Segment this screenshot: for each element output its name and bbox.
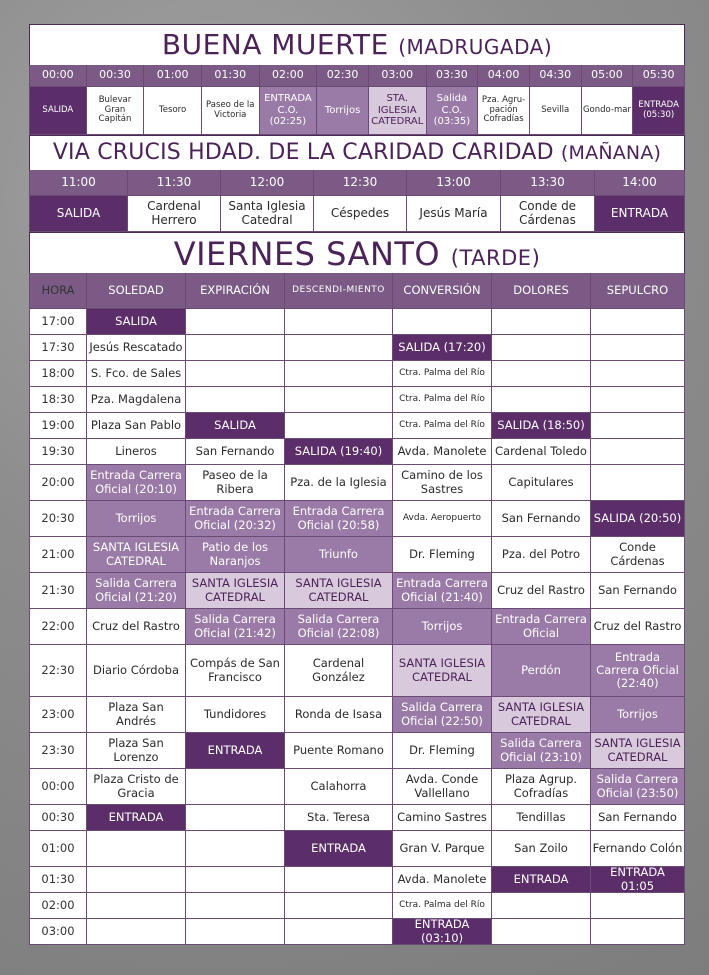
route-cell: Jesús Rescatado <box>87 335 186 361</box>
route-cell: San Fernando <box>186 439 285 465</box>
column-header: DESCENDI-MIENTO <box>285 273 393 309</box>
column-header: SOLEDAD <box>87 273 186 309</box>
vc-stop: Santa Iglesia Catedral <box>221 196 314 232</box>
viernes-santo-subtitle: (TARDE) <box>450 246 541 270</box>
bm-stop: Sevilla <box>530 87 582 135</box>
table-header-row <box>29 273 685 309</box>
route-cell: ENTRADA (03:10) <box>393 919 492 945</box>
route-cell <box>591 309 685 335</box>
route-cell: Cruz del Rastro <box>492 573 591 609</box>
route-cell <box>591 919 685 945</box>
vc-time: 12:30 <box>314 170 407 196</box>
buena-muerte-title <box>29 24 685 65</box>
vc-stop: Céspedes <box>314 196 407 232</box>
table-row <box>29 697 685 733</box>
viernes-santo-title-text: VIERNES SANTO <box>173 235 441 273</box>
route-cell <box>492 309 591 335</box>
route-cell: Cruz del Rastro <box>87 609 186 645</box>
bm-time: 02:00 <box>260 65 318 87</box>
route-cell: Salida Carrera Oficial (22:50) <box>393 697 492 733</box>
bm-stop: STA. IGLESIA CATEDRAL <box>369 87 427 135</box>
route-cell: Avda. Aeropuerto <box>393 501 492 537</box>
route-cell: Ronda de Isasa <box>285 697 393 733</box>
route-cell: Salida Carrera Oficial (21:42) <box>186 609 285 645</box>
table-row <box>29 769 685 805</box>
route-cell: Torrijos <box>87 501 186 537</box>
route-cell: Cardenal Toledo <box>492 439 591 465</box>
route-cell: Entrada Carrera Oficial (20:10) <box>87 465 186 501</box>
hour-cell: 00:00 <box>29 769 87 805</box>
route-cell: Tendillas <box>492 805 591 831</box>
hour-cell: 23:30 <box>29 733 87 769</box>
vc-stop: Jesús María <box>407 196 501 232</box>
vc-time: 11:00 <box>29 170 128 196</box>
column-header: SEPULCRO <box>591 273 685 309</box>
route-cell: Pza. Magdalena <box>87 387 186 413</box>
hour-cell: 03:00 <box>29 919 87 945</box>
hour-cell: 21:30 <box>29 573 87 609</box>
vc-time: 14:00 <box>595 170 685 196</box>
hour-cell: 22:00 <box>29 609 87 645</box>
table-row <box>29 537 685 573</box>
bm-time: 03:30 <box>427 65 479 87</box>
hour-cell: 20:00 <box>29 465 87 501</box>
route-cell <box>186 919 285 945</box>
route-cell: Paseo de la Ribera <box>186 465 285 501</box>
route-cell: Ctra. Palma del Río <box>393 893 492 919</box>
bm-stop: Paseo de la Victoria <box>202 87 260 135</box>
bm-stop: Gondo-mar <box>582 87 634 135</box>
vc-stop: ENTRADA <box>595 196 685 232</box>
route-cell: Camino Sastres <box>393 805 492 831</box>
table-row <box>29 335 685 361</box>
hour-cell: 02:00 <box>29 893 87 919</box>
route-cell: SANTA IGLESIA CATEDRAL <box>393 645 492 697</box>
via-crucis-subtitle: (MAÑANA) <box>560 142 662 164</box>
route-cell: Plaza San Lorenzo <box>87 733 186 769</box>
route-cell: ENTRADA 01:05 <box>591 867 685 893</box>
route-cell: Ctra. Palma del Río <box>393 387 492 413</box>
route-cell <box>285 335 393 361</box>
route-cell: Cardenal González <box>285 645 393 697</box>
bm-stop: Bulevar Gran Capitán <box>87 87 145 135</box>
route-cell: SANTA IGLESIA CATEDRAL <box>285 573 393 609</box>
route-cell: Salida Carrera Oficial (22:08) <box>285 609 393 645</box>
route-cell <box>492 361 591 387</box>
hour-cell: 18:00 <box>29 361 87 387</box>
route-cell: Capitulares <box>492 465 591 501</box>
bm-stop: Tesoro <box>144 87 202 135</box>
route-cell: Ctra. Palma del Río <box>393 361 492 387</box>
route-cell: S. Fco. de Sales <box>87 361 186 387</box>
route-cell: Lineros <box>87 439 186 465</box>
hour-cell: 00:30 <box>29 805 87 831</box>
route-cell: Patio de los Naranjos <box>186 537 285 573</box>
hour-cell: 22:30 <box>29 645 87 697</box>
buena-muerte-title-text: BUENA MUERTE <box>161 28 389 61</box>
route-cell <box>285 309 393 335</box>
table-row <box>29 893 685 919</box>
route-cell: Plaza San Andrés <box>87 697 186 733</box>
route-cell <box>591 465 685 501</box>
bm-time: 01:30 <box>202 65 260 87</box>
bm-time: 01:00 <box>144 65 202 87</box>
table-row <box>29 805 685 831</box>
route-cell <box>285 413 393 439</box>
route-cell <box>186 805 285 831</box>
route-cell: Entrada Carrera Oficial <box>492 609 591 645</box>
route-cell: San Fernando <box>591 573 685 609</box>
route-cell <box>186 893 285 919</box>
route-cell <box>186 769 285 805</box>
route-cell <box>186 867 285 893</box>
route-cell <box>492 335 591 361</box>
route-cell: ENTRADA <box>87 805 186 831</box>
hour-cell: 23:00 <box>29 697 87 733</box>
route-cell: SALIDA (17:20) <box>393 335 492 361</box>
route-cell: SANTA IGLESIA CATEDRAL <box>186 573 285 609</box>
column-header: EXPIRACIÓN <box>186 273 285 309</box>
route-cell: Avda. Manolete <box>393 867 492 893</box>
hour-cell: 01:00 <box>29 831 87 867</box>
buena-muerte-times <box>29 65 685 87</box>
route-cell <box>285 919 393 945</box>
route-cell: Entrada Carrera Oficial (21:40) <box>393 573 492 609</box>
route-cell <box>87 919 186 945</box>
hour-cell: 18:30 <box>29 387 87 413</box>
route-cell: ENTRADA <box>186 733 285 769</box>
route-cell <box>591 361 685 387</box>
bm-stop: Salida C.O. (03:35) <box>427 87 479 135</box>
route-cell: Dr. Fleming <box>393 733 492 769</box>
via-crucis-title-text: VIA CRUCIS HDAD. DE LA CARIDAD CARIDAD <box>52 140 554 165</box>
route-cell: Ctra. Palma del Río <box>393 413 492 439</box>
route-cell: Entrada Carrera Oficial (20:58) <box>285 501 393 537</box>
route-cell <box>492 919 591 945</box>
route-cell: ENTRADA <box>492 867 591 893</box>
route-cell: SALIDA (20:50) <box>591 501 685 537</box>
bm-time: 02:30 <box>317 65 369 87</box>
hour-cell: 01:30 <box>29 867 87 893</box>
bm-stop: ENTRADA (05:30) <box>633 87 685 135</box>
route-cell: SANTA IGLESIA CATEDRAL <box>492 697 591 733</box>
table-row <box>29 465 685 501</box>
viernes-santo-title <box>29 232 685 273</box>
route-cell <box>87 893 186 919</box>
table-row <box>29 501 685 537</box>
route-cell: SALIDA (18:50) <box>492 413 591 439</box>
route-cell: Compás de San Francisco <box>186 645 285 697</box>
route-cell <box>591 387 685 413</box>
route-cell <box>186 361 285 387</box>
route-cell: Camino de los Sastres <box>393 465 492 501</box>
table-row <box>29 361 685 387</box>
schedule-sheet <box>29 24 685 945</box>
route-cell: Calahorra <box>285 769 393 805</box>
route-cell <box>591 439 685 465</box>
route-cell: Salida Carrera Oficial (23:10) <box>492 733 591 769</box>
route-cell: Sta. Teresa <box>285 805 393 831</box>
route-cell: Diario Córdoba <box>87 645 186 697</box>
bm-time: 05:00 <box>582 65 634 87</box>
route-cell: SALIDA (19:40) <box>285 439 393 465</box>
route-cell: SANTA IGLESIA CATEDRAL <box>87 537 186 573</box>
route-cell: Dr. Fleming <box>393 537 492 573</box>
table-row <box>29 919 685 945</box>
bm-time: 04:00 <box>478 65 530 87</box>
route-cell <box>285 867 393 893</box>
bm-stop: Pza. Agru-pación Cofradías <box>478 87 530 135</box>
table-row <box>29 413 685 439</box>
hour-cell: 19:30 <box>29 439 87 465</box>
route-cell: Plaza Agrup. Cofradías <box>492 769 591 805</box>
buena-muerte-subtitle: (MADRUGADA) <box>398 35 553 59</box>
route-cell <box>591 335 685 361</box>
table-row <box>29 387 685 413</box>
route-cell: Fernando Colón <box>591 831 685 867</box>
route-cell: Avda. Conde Vallellano <box>393 769 492 805</box>
route-cell: Torrijos <box>393 609 492 645</box>
route-cell: Plaza San Pablo <box>87 413 186 439</box>
route-cell: Plaza Cristo de Gracia <box>87 769 186 805</box>
route-cell: SANTA IGLESIA CATEDRAL <box>591 733 685 769</box>
viernes-santo-table <box>29 273 685 945</box>
route-cell <box>186 831 285 867</box>
route-cell <box>591 893 685 919</box>
route-cell <box>285 387 393 413</box>
vc-time: 13:30 <box>501 170 595 196</box>
table-row <box>29 733 685 769</box>
bm-time: 05:30 <box>633 65 685 87</box>
route-cell: Entrada Carrera Oficial (22:40) <box>591 645 685 697</box>
route-cell: Torrijos <box>591 697 685 733</box>
bm-time: 03:00 <box>369 65 427 87</box>
table-row <box>29 439 685 465</box>
route-cell: San Zoilo <box>492 831 591 867</box>
via-crucis-times <box>29 170 685 196</box>
route-cell <box>393 309 492 335</box>
via-crucis-stops <box>29 196 685 232</box>
table-row <box>29 309 685 335</box>
table-row <box>29 867 685 893</box>
route-cell <box>87 867 186 893</box>
route-cell: San Fernando <box>492 501 591 537</box>
vc-stop: SALIDA <box>29 196 128 232</box>
table-row <box>29 831 685 867</box>
route-cell: ENTRADA <box>285 831 393 867</box>
vc-time: 12:00 <box>221 170 314 196</box>
bm-time: 04:30 <box>530 65 582 87</box>
column-header: CONVERSIÓN <box>393 273 492 309</box>
vc-stop: Cardenal Herrero <box>128 196 221 232</box>
route-cell: Triunfo <box>285 537 393 573</box>
vc-time: 11:30 <box>128 170 221 196</box>
route-cell <box>186 387 285 413</box>
route-cell <box>591 413 685 439</box>
route-cell <box>186 309 285 335</box>
column-header: HORA <box>29 273 87 309</box>
route-cell: SALIDA <box>186 413 285 439</box>
column-header: DOLORES <box>492 273 591 309</box>
route-cell: Salida Carrera Oficial (23:50) <box>591 769 685 805</box>
bm-stop: SALIDA <box>29 87 87 135</box>
route-cell: Perdón <box>492 645 591 697</box>
route-cell: Pza. del Potro <box>492 537 591 573</box>
bm-time: 00:00 <box>29 65 87 87</box>
table-row <box>29 573 685 609</box>
route-cell <box>492 387 591 413</box>
hour-cell: 21:00 <box>29 537 87 573</box>
route-cell: Salida Carrera Oficial (21:20) <box>87 573 186 609</box>
route-cell: Cruz del Rastro <box>591 609 685 645</box>
route-cell <box>492 893 591 919</box>
route-cell: Conde Cárdenas <box>591 537 685 573</box>
bm-stop: ENTRADA C.O. (02:25) <box>260 87 318 135</box>
bm-stop: Torrijos <box>317 87 369 135</box>
hour-cell: 17:00 <box>29 309 87 335</box>
route-cell: Puente Romano <box>285 733 393 769</box>
route-cell: Avda. Manolete <box>393 439 492 465</box>
hour-cell: 19:00 <box>29 413 87 439</box>
route-cell: Pza. de la Iglesia <box>285 465 393 501</box>
bm-time: 00:30 <box>87 65 145 87</box>
route-cell <box>285 361 393 387</box>
route-cell <box>186 335 285 361</box>
route-cell: Entrada Carrera Oficial (20:32) <box>186 501 285 537</box>
route-cell: San Fernando <box>591 805 685 831</box>
route-cell: Gran V. Parque <box>393 831 492 867</box>
vc-time: 13:00 <box>407 170 501 196</box>
hour-cell: 20:30 <box>29 501 87 537</box>
route-cell <box>87 831 186 867</box>
route-cell <box>285 893 393 919</box>
route-cell: Tundidores <box>186 697 285 733</box>
buena-muerte-stops <box>29 87 685 135</box>
table-row <box>29 609 685 645</box>
table-row <box>29 645 685 697</box>
route-cell: SALIDA <box>87 309 186 335</box>
hour-cell: 17:30 <box>29 335 87 361</box>
via-crucis-title <box>29 135 685 170</box>
vc-stop: Conde de Cárdenas <box>501 196 595 232</box>
